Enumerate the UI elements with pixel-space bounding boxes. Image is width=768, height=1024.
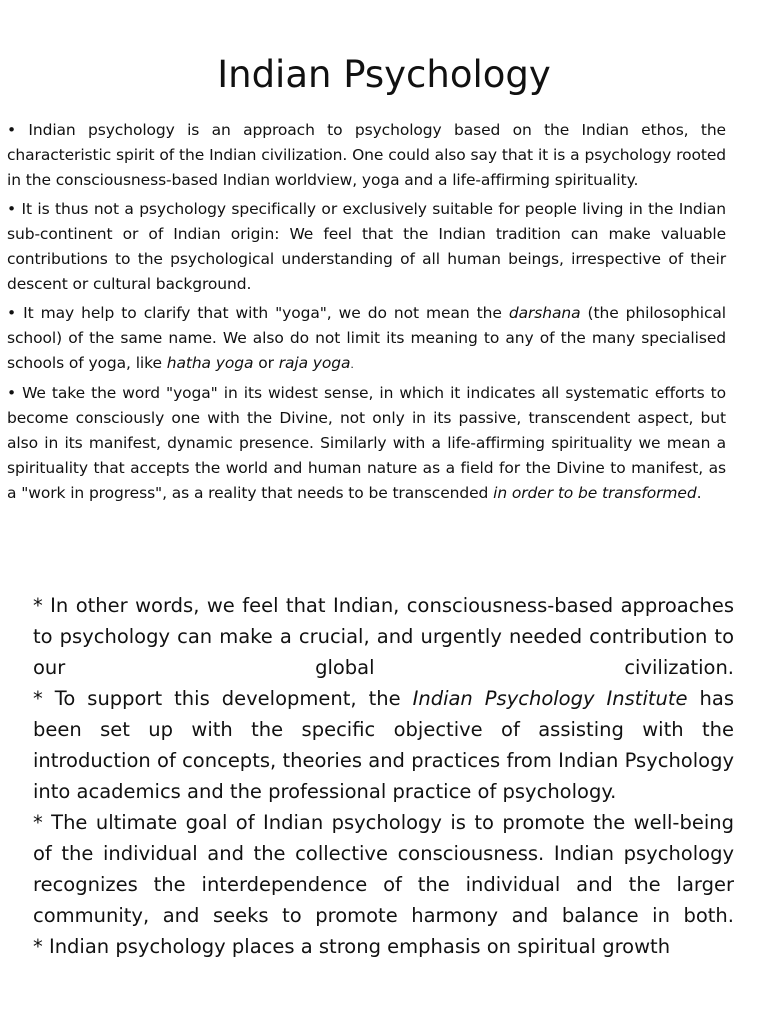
- page-title: Indian Psychology: [217, 53, 551, 96]
- italic-run: in order to be transformed: [493, 484, 697, 502]
- italic-run: darshana: [508, 304, 581, 322]
- lower-paragraph-3: * The ultimate goal of Indian psychology is to promote the well-being of the individual and the collective consciousness. Indian psychology recognizes the interdependence of the individual and the larger community, and seeks to promote harmony and balance in both.: [33, 811, 734, 927]
- bullet-paragraph-3: [7, 301, 726, 377]
- bullet-paragraph-1: • Indian psychology is an approach to psychology based on the Indian ethos, the characteristic spirit of the Indian civilization. One could also say that it is a psychology rooted in the consciousness-based Indian worldview, yoga and a life-affirming spirituality.: [7, 121, 726, 189]
- lower-paragraph-4: * Indian psychology places a strong emphasis on spiritual growth: [33, 935, 671, 958]
- lower-paragraph-2: [33, 683, 734, 807]
- text-run: (the philosophical school) of the same name. We also do not limit its meaning to any of the many specialised schools of yoga, like: [7, 304, 726, 372]
- lower-section: [33, 590, 734, 962]
- text-run: .: [696, 484, 702, 502]
- text-run: or: [253, 354, 279, 372]
- bullet-paragraph-4: [7, 381, 726, 506]
- italic-run: Indian Psychology Institute: [412, 687, 688, 710]
- text-run: has been set up with the specific objective of assisting with the introduction of concepts, theories and practices from Indian Psychology into academics and the professional practice of psychology.: [33, 687, 734, 803]
- text-run: * To support this development, the: [33, 687, 413, 710]
- italic-run: hatha yoga: [166, 354, 254, 372]
- italic-run: raja yoga: [278, 354, 351, 372]
- bullet-section: [7, 118, 726, 510]
- text-run: • We take the word "yoga" in its widest sense, in which it indicates all systematic efforts to become consciously one with the Divine, not only in its passive, transcendent aspect, but also in its manifest, dynamic presence. Similarly with a life-affirming spirituality we mean a spirituality that accepts the world and human nature as a field for the Divine to manifest, as a "work in progress", as a reality that needs to be transcended: [7, 384, 726, 502]
- text-run: .: [350, 358, 354, 371]
- lower-paragraph-1: * In other words, we feel that Indian, consciousness-based approaches to psychology can make a crucial, and urgently needed contribution to our global civilization.: [33, 594, 734, 679]
- bullet-paragraph-2: • It is thus not a psychology specifically or exclusively suitable for people living in the Indian sub-continent or of Indian origin: We feel that the Indian tradition can make valuable contributions to the psychological understanding of all human beings, irrespective of their descent or cultural background.: [7, 200, 726, 293]
- text-run: • It may help to clarify that with "yoga", we do not mean the: [7, 304, 509, 322]
